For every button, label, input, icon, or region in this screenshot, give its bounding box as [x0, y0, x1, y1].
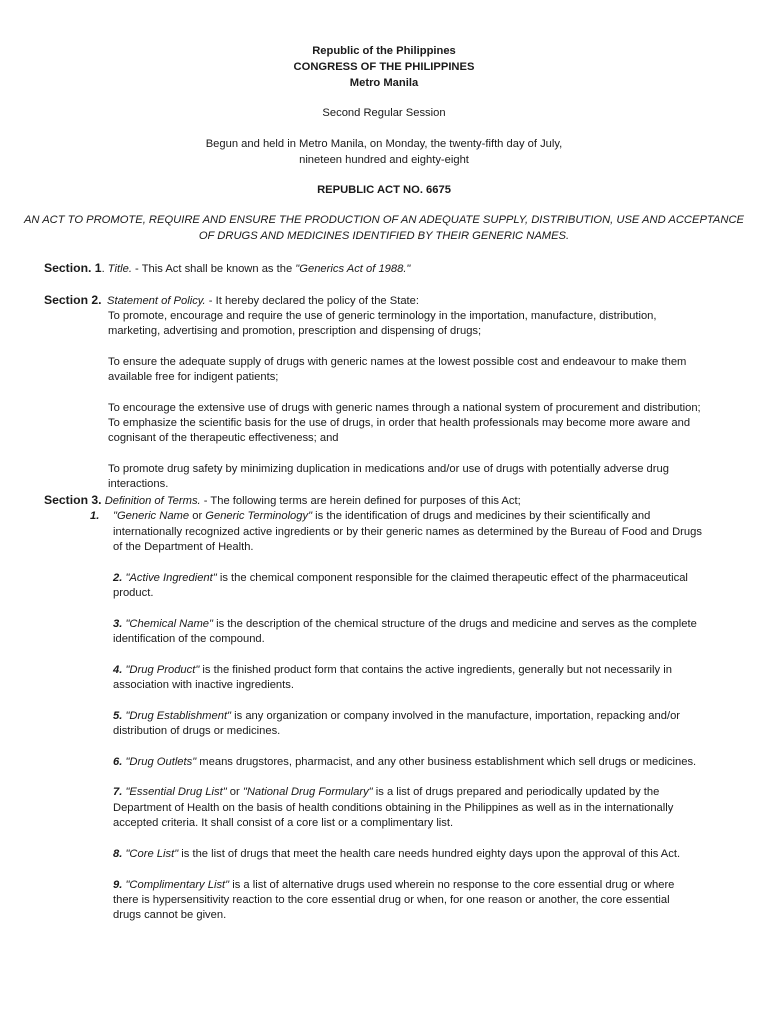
definition-9-line-2: there is hypersensitivity reaction to the core essential drug or when, for one reason or another, the core essential	[113, 894, 670, 906]
definition-6-number: 6.	[113, 756, 123, 768]
definition-5-text: is any organization or company involved in the manufacture, importation, repacking and/or	[231, 710, 681, 722]
policy-para-1-line-1: To promote, encourage and require the use of generic terminology in the importation, manufacture, distribution,	[108, 310, 657, 322]
definition-9-number: 9.	[113, 879, 123, 891]
definition-8-term: "Core List"	[125, 848, 179, 860]
definition-5-line-1	[113, 709, 723, 724]
definition-6-text: means drugstores, pharmacist, and any other business establishment which sell drugs or medicines.	[196, 756, 697, 768]
policy-para-2-line-1: To ensure the adequate supply of drugs with generic names at the lowest possible cost and endeavour to make them	[108, 356, 687, 368]
begun-line-1: Begun and held in Metro Manila, on Monday, the twenty-fifth day of July,	[205, 138, 563, 150]
policy-para-3-line-1: To encourage the extensive use of drugs with generic names through a national system of procurement and distribution;	[108, 402, 701, 414]
act-title-line-2: OF DRUGS AND MEDICINES IDENTIFIED BY THEIR GENERIC NAMES.	[198, 230, 570, 242]
definition-1-line-3: of the Department of Health.	[113, 541, 254, 553]
section-3-heading: Section 3.	[44, 493, 102, 507]
definition-7-or: or	[226, 786, 243, 798]
definition-1-or: or	[189, 510, 206, 522]
policy-para-3-line-2: To emphasize the scientific basis for the use of drugs, in order that health professionals may become more aware and	[108, 417, 691, 429]
definition-5-number: 5.	[113, 710, 123, 722]
definition-1-line-2: internationally recognized active ingredients or by their generic names as determined by the Bureau of Food and Drugs	[113, 526, 702, 538]
definition-1-line-1	[113, 509, 723, 524]
header-republic: Republic of the Philippines	[312, 45, 456, 57]
definition-3-line-1	[113, 617, 723, 632]
definition-9-term: "Complimentary List"	[125, 879, 230, 891]
definition-8-number: 8.	[113, 848, 123, 860]
definition-7-number: 7.	[113, 786, 123, 798]
definition-1-term-b: Generic Terminology"	[205, 510, 313, 522]
definition-1-term-a: "Generic Name	[113, 510, 190, 522]
definition-7-term-b: "National Drug Formulary"	[242, 786, 373, 798]
act-title-line-1: AN ACT TO PROMOTE, REQUIRE AND ENSURE THE PRODUCTION OF AN ADEQUATE SUPPLY, DISTRIBUTION, USE AND ACCEPTANCE	[23, 214, 745, 226]
section-2-heading: Section 2.	[44, 293, 102, 307]
section-1-heading: Section. 1	[44, 261, 102, 275]
act-number: REPUBLIC ACT NO. 6675	[317, 184, 451, 196]
section-1-punct: .	[101, 263, 105, 275]
definition-2-number: 2.	[113, 572, 123, 584]
section-2-label: Statement of Policy.	[107, 295, 206, 307]
section-1-text: - This Act shall be known as the	[131, 263, 296, 275]
section-3-label: Definition of Terms.	[104, 495, 201, 507]
definition-1-text: is the identification of drugs and medicines by their scientifically and	[312, 510, 651, 522]
definition-8-line-1	[113, 847, 723, 862]
section-1	[44, 261, 410, 277]
session-label: Second Regular Session	[322, 107, 446, 119]
definition-3-line-2: identification of the compound.	[113, 633, 265, 645]
definition-1-number: 1.	[90, 510, 100, 522]
definition-2-line-1	[113, 571, 723, 586]
definition-8-text: is the list of drugs that meet the health care needs hundred eighty days upon the approval of this Act.	[178, 848, 681, 860]
definition-9-line-1	[113, 878, 723, 893]
definition-3-term: "Chemical Name"	[125, 618, 213, 630]
definition-2-line-2: product.	[113, 587, 154, 599]
definition-3-text: is the description of the chemical structure of the drugs and medicine and serves as the complete	[212, 618, 697, 630]
definition-3-number: 3.	[113, 618, 123, 630]
definition-5-line-2: distribution of drugs or medicines.	[113, 725, 281, 737]
section-2-text: - It hereby declared the policy of the State:	[205, 295, 419, 307]
header-location: Metro Manila	[349, 77, 419, 89]
policy-para-4-line-1: To promote drug safety by minimizing duplication in medications and/or use of drugs with potentially adverse drug	[108, 463, 669, 475]
definition-6-line-1	[113, 755, 723, 770]
section-3-heading-line	[44, 493, 521, 509]
policy-para-2-line-2: available free for indigent patients;	[108, 371, 279, 383]
definition-7-line-3: accepted criteria. It shall consist of a core list or a complimentary list.	[113, 817, 454, 829]
definition-7-term-a: "Essential Drug List"	[125, 786, 227, 798]
definition-7-line-1	[113, 785, 723, 800]
definition-4-text: is the finished product form that contains the active ingredients, generally but not necessarily in	[199, 664, 672, 676]
definition-6-term: "Drug Outlets"	[125, 756, 197, 768]
begun-line-2: nineteen hundred and eighty-eight	[299, 154, 469, 166]
definition-4-line-2: association with inactive ingredients.	[113, 679, 294, 691]
definition-7-text: is a list of drugs prepared and periodically updated by the	[372, 786, 660, 798]
definition-9-line-3: drugs cannot be given.	[113, 909, 227, 921]
header-congress: CONGRESS OF THE PHILIPPINES	[293, 61, 475, 73]
definition-7-line-2: Department of Health on the basis of health conditions obtaining in the Philippines as well as in the internationally	[113, 802, 674, 814]
section-1-quote: "Generics Act of 1988."	[295, 263, 411, 275]
section-3-text: - The following terms are herein defined for purposes of this Act;	[200, 495, 521, 507]
definition-4-line-1	[113, 663, 723, 678]
definition-4-term: "Drug Product"	[125, 664, 200, 676]
definition-4-number: 4.	[113, 664, 123, 676]
policy-para-1-line-2: marketing, advertising and promotion, prescription and dispensing of drugs;	[108, 325, 482, 337]
definition-2-text: is the chemical component responsible for the claimed therapeutic effect of the pharmaceutical	[216, 572, 688, 584]
policy-para-4-line-2: interactions.	[108, 478, 169, 490]
definition-9-text: is a list of alternative drugs used wherein no response to the core essential drug or where	[229, 879, 675, 891]
definition-5-term: "Drug Establishment"	[125, 710, 232, 722]
section-2-heading-line	[44, 293, 419, 309]
policy-para-3-line-3: cognisant of the therapeutic effectiveness; and	[108, 432, 339, 444]
section-1-label: Title.	[107, 263, 132, 275]
definition-2-term: "Active Ingredient"	[125, 572, 217, 584]
